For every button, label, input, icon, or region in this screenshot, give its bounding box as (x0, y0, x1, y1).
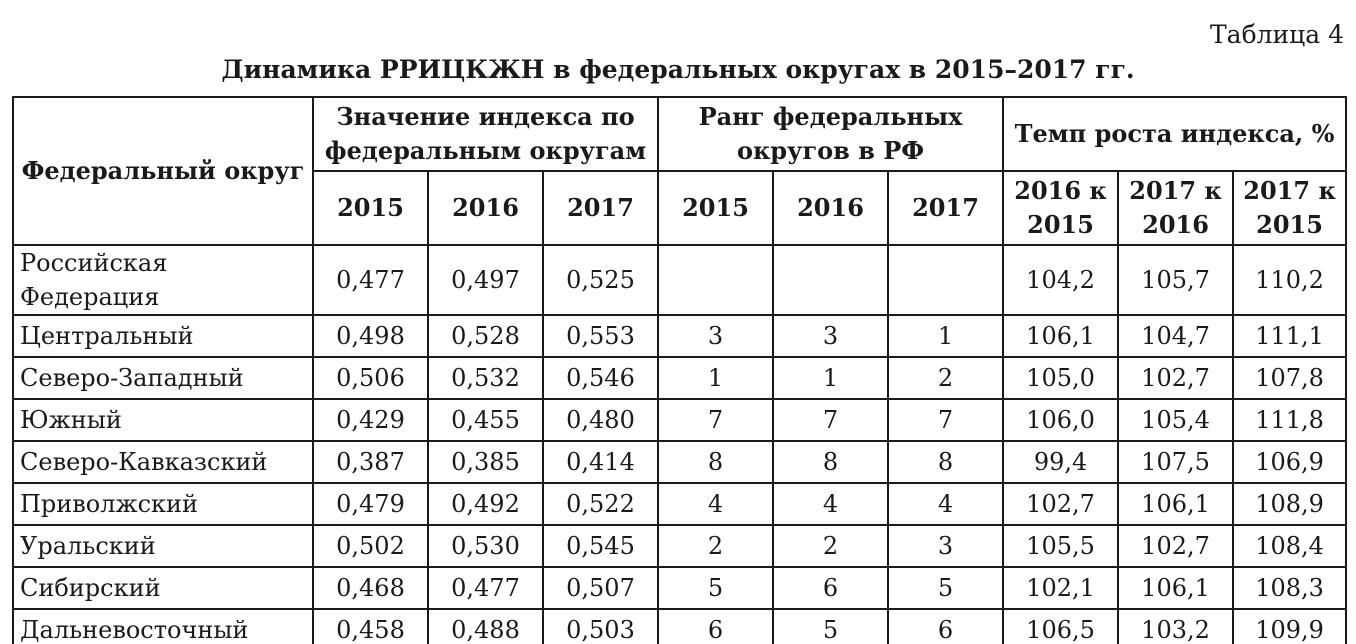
table-row (13, 483, 1346, 525)
rank-cell: 2 (773, 525, 888, 567)
rank-cell: 6 (888, 609, 1003, 644)
rank-cell: 8 (888, 441, 1003, 483)
table-row (13, 525, 1346, 567)
rank-cell: 6 (658, 609, 773, 644)
index-value-cell: 0,530 (428, 525, 543, 567)
rank-cell: 5 (658, 567, 773, 609)
index-value-cell: 0,525 (543, 245, 658, 315)
header-index-group: Значение индекса по федеральным округам (313, 97, 658, 171)
index-value-cell: 0,480 (543, 399, 658, 441)
rank-cell: 5 (773, 609, 888, 644)
header-growth-group: Темп роста индекса, % (1003, 97, 1346, 171)
growth-cell: 108,3 (1233, 567, 1346, 609)
growth-cell: 102,7 (1118, 357, 1233, 399)
district-name-cell: Северо-Западный (13, 357, 313, 399)
district-name-cell: Российская Федерация (13, 245, 313, 315)
growth-cell: 104,7 (1118, 315, 1233, 357)
rank-cell: 2 (658, 525, 773, 567)
rank-cell: 5 (888, 567, 1003, 609)
index-value-cell: 0,506 (313, 357, 428, 399)
index-value-cell: 0,497 (428, 245, 543, 315)
table-row (13, 399, 1346, 441)
growth-cell: 99,4 (1003, 441, 1118, 483)
growth-cell: 110,2 (1233, 245, 1346, 315)
header-index-year: 2016 (428, 171, 543, 245)
rank-cell: 2 (888, 357, 1003, 399)
rank-cell (658, 245, 773, 315)
header-index-year: 2015 (313, 171, 428, 245)
district-name-cell: Сибирский (13, 567, 313, 609)
district-name-cell: Уральский (13, 525, 313, 567)
rank-cell: 1 (888, 315, 1003, 357)
growth-cell: 109,9 (1233, 609, 1346, 644)
growth-cell: 105,4 (1118, 399, 1233, 441)
growth-cell: 108,9 (1233, 483, 1346, 525)
rank-cell: 4 (658, 483, 773, 525)
rank-cell: 4 (773, 483, 888, 525)
growth-cell: 108,4 (1233, 525, 1346, 567)
growth-cell: 103,2 (1118, 609, 1233, 644)
index-value-cell: 0,468 (313, 567, 428, 609)
header-growth-period: 2017 к 2016 (1118, 171, 1233, 245)
growth-cell: 105,7 (1118, 245, 1233, 315)
rank-cell: 6 (773, 567, 888, 609)
growth-cell: 102,7 (1118, 525, 1233, 567)
district-index-table (12, 96, 1347, 644)
index-value-cell: 0,507 (543, 567, 658, 609)
table-row (13, 609, 1346, 644)
rank-cell: 7 (773, 399, 888, 441)
district-name-cell: Дальневосточный (13, 609, 313, 644)
index-value-cell: 0,488 (428, 609, 543, 644)
index-value-cell: 0,479 (313, 483, 428, 525)
rank-cell: 3 (658, 315, 773, 357)
growth-cell: 106,5 (1003, 609, 1118, 644)
growth-cell: 102,1 (1003, 567, 1118, 609)
header-rank-year: 2016 (773, 171, 888, 245)
index-value-cell: 0,429 (313, 399, 428, 441)
header-rank-group: Ранг федеральных округов в РФ (658, 97, 1003, 171)
index-value-cell: 0,458 (313, 609, 428, 644)
table-row (13, 245, 1346, 315)
index-value-cell: 0,477 (428, 567, 543, 609)
header-district: Федеральный округ (13, 97, 313, 245)
header-rank-year: 2015 (658, 171, 773, 245)
table-row (13, 357, 1346, 399)
index-value-cell: 0,477 (313, 245, 428, 315)
index-value-cell: 0,553 (543, 315, 658, 357)
table-row (13, 441, 1346, 483)
rank-cell (888, 245, 1003, 315)
header-rank-year: 2017 (888, 171, 1003, 245)
index-value-cell: 0,528 (428, 315, 543, 357)
rank-cell: 3 (773, 315, 888, 357)
rank-cell: 8 (773, 441, 888, 483)
index-value-cell: 0,455 (428, 399, 543, 441)
table-number-label: Таблица 4 (1209, 20, 1344, 49)
growth-cell: 105,5 (1003, 525, 1118, 567)
district-name-cell: Северо-Кавказский (13, 441, 313, 483)
table-row (13, 315, 1346, 357)
index-value-cell: 0,387 (313, 441, 428, 483)
rank-cell: 7 (888, 399, 1003, 441)
header-growth-period: 2017 к 2015 (1233, 171, 1346, 245)
index-value-cell: 0,498 (313, 315, 428, 357)
growth-cell: 106,0 (1003, 399, 1118, 441)
growth-cell: 111,1 (1233, 315, 1346, 357)
header-growth-period: 2016 к 2015 (1003, 171, 1118, 245)
growth-cell: 106,9 (1233, 441, 1346, 483)
rank-cell: 8 (658, 441, 773, 483)
growth-cell: 107,5 (1118, 441, 1233, 483)
rank-cell: 7 (658, 399, 773, 441)
growth-cell: 111,8 (1233, 399, 1346, 441)
district-name-cell: Приволжский (13, 483, 313, 525)
rank-cell (773, 245, 888, 315)
index-value-cell: 0,522 (543, 483, 658, 525)
index-value-cell: 0,545 (543, 525, 658, 567)
index-value-cell: 0,492 (428, 483, 543, 525)
growth-cell: 105,0 (1003, 357, 1118, 399)
index-value-cell: 0,532 (428, 357, 543, 399)
district-name-cell: Центральный (13, 315, 313, 357)
index-value-cell: 0,503 (543, 609, 658, 644)
index-value-cell: 0,414 (543, 441, 658, 483)
growth-cell: 107,8 (1233, 357, 1346, 399)
rank-cell: 1 (773, 357, 888, 399)
index-value-cell: 0,502 (313, 525, 428, 567)
growth-cell: 102,7 (1003, 483, 1118, 525)
table-title: Динамика РРИЦКЖН в федеральных округах в 2015–2017 гг. (221, 55, 1135, 84)
growth-cell: 104,2 (1003, 245, 1118, 315)
rank-cell: 1 (658, 357, 773, 399)
rank-cell: 3 (888, 525, 1003, 567)
growth-cell: 106,1 (1118, 567, 1233, 609)
growth-cell: 106,1 (1003, 315, 1118, 357)
rank-cell: 4 (888, 483, 1003, 525)
district-name-cell: Южный (13, 399, 313, 441)
index-value-cell: 0,385 (428, 441, 543, 483)
table-row (13, 567, 1346, 609)
header-index-year: 2017 (543, 171, 658, 245)
index-value-cell: 0,546 (543, 357, 658, 399)
growth-cell: 106,1 (1118, 483, 1233, 525)
